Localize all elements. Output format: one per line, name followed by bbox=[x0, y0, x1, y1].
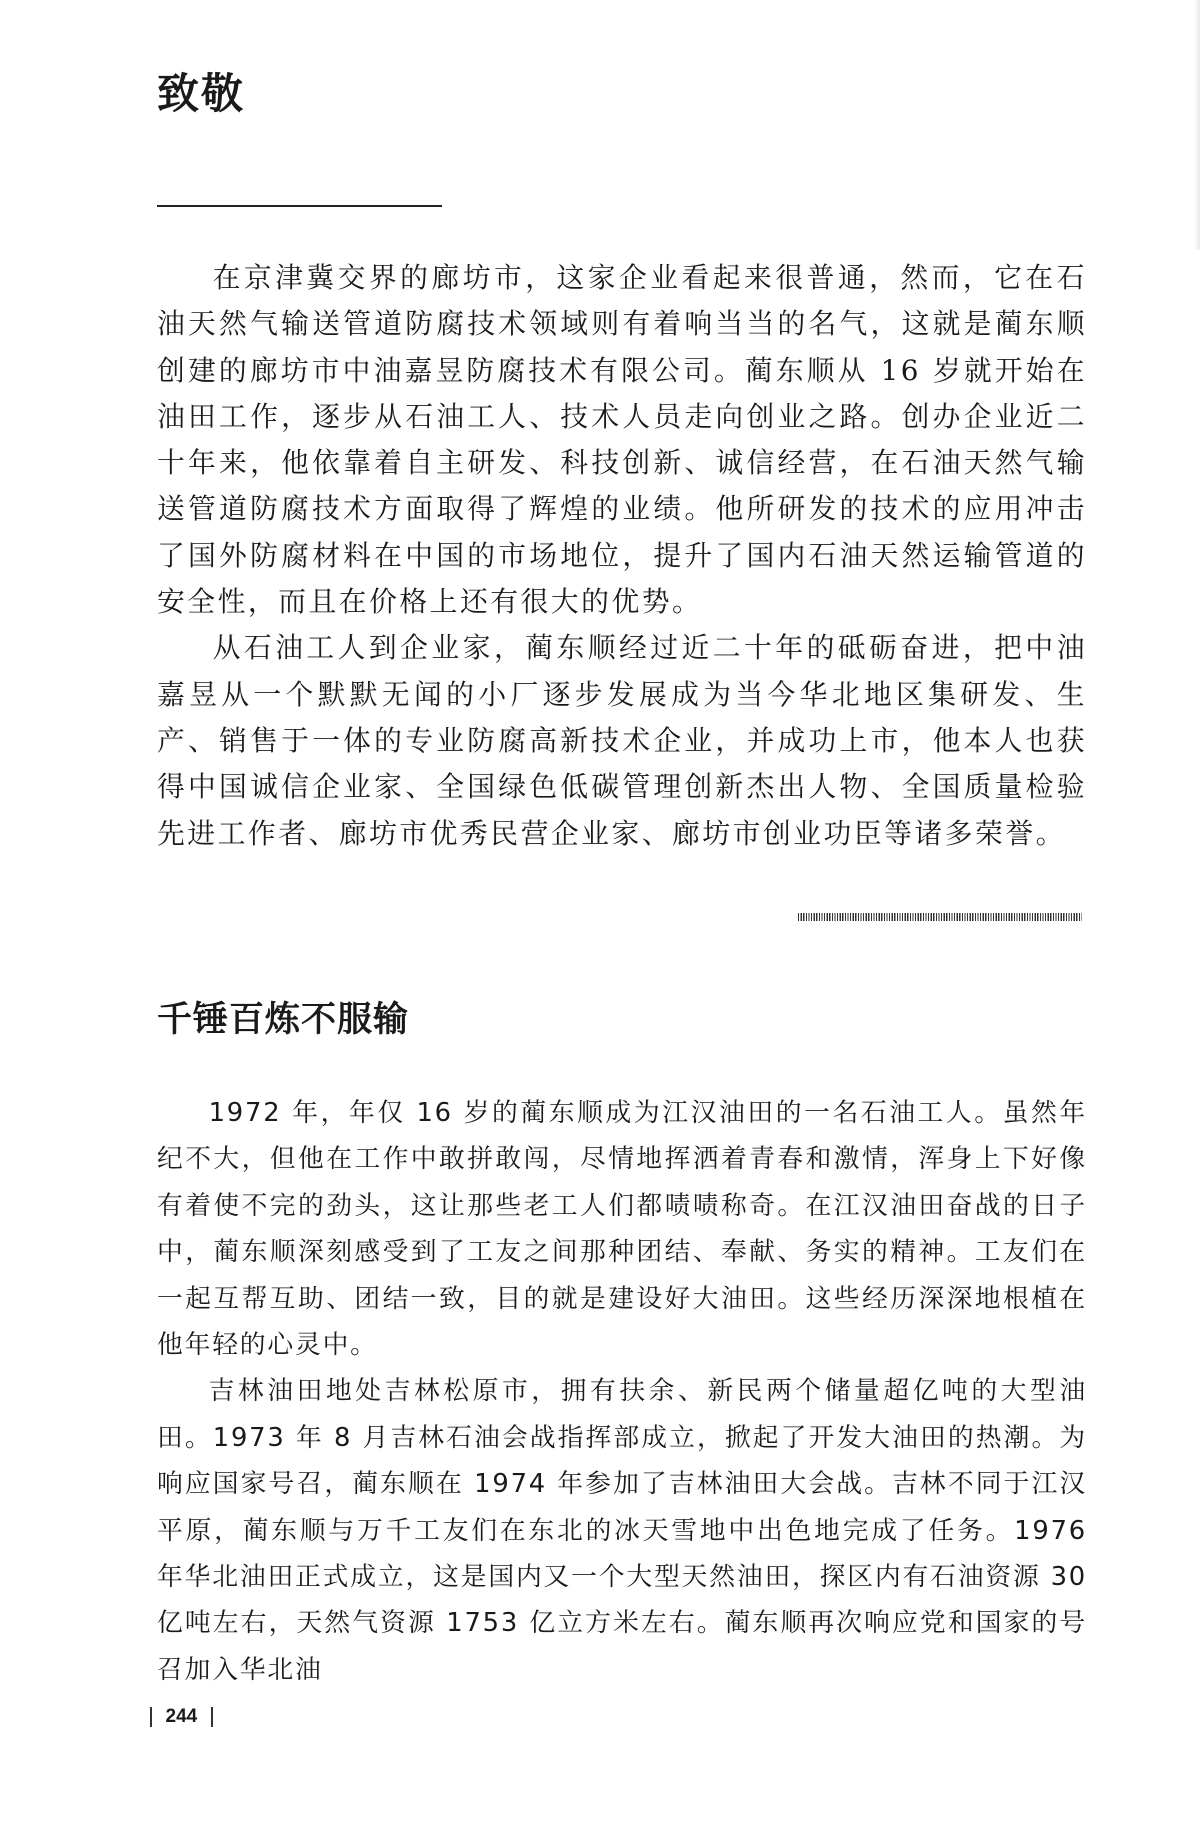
main-paragraph-1: 1972 年，年仅 16 岁的蔺东顺成为江汉油田的一名石油工人。虽然年纪不大，但他在工作中敢拼敢闯，尽情地挥洒着青春和激情，浑身上下好像有着使不完的劲头，这让那些老工人们都啧啧称奇。在江汉油田奋战的日子中，蔺东顺深刻感受到了工友之间那种团结、奉献、务实的精神。工友们在一起互帮互助、团结一致，目的就是建设好大油田。这些经历深深地根植在他年轻的心灵中。 bbox=[157, 1098, 1087, 1361]
tribute-paragraph-2: 从石油工人到企业家，蔺东顺经过近二十年的砥砺奋进，把中油嘉昱从一个默默无闻的小厂逐步发展成为当今华北地区集研发、生产、销售于一体的专业防腐高新技术企业，并成功上市，他本人也获得中国诚信企业家、全国绿色低碳管理创新杰出人物、全国质量检验先进工作者、廊坊市优秀民营企业家、廊坊市创业功臣等诸多荣誉。 bbox=[157, 631, 1087, 850]
folio-right-bar bbox=[211, 1707, 213, 1727]
main-section-body bbox=[157, 1090, 1087, 1693]
title-underline bbox=[157, 205, 442, 207]
tribute-section-body bbox=[157, 255, 1087, 857]
folio-left-bar bbox=[150, 1707, 152, 1727]
main-paragraph-2: 吉林油田地处吉林松原市，拥有扶余、新民两个储量超亿吨的大型油田。1973 年 8 月吉林石油会战指挥部成立，掀起了开发大油田的热潮。为响应国家号召，蔺东顺在 1974 年参加了吉林油田大会战。吉林不同于江汉平原，蔺东顺与万千工友们在东北的冰天雪地中出色地完成了任务。1976 年华北油田正式成立，这是国内又一个大型天然油田，探区内有石油资源 30 亿吨左右，天然气资源 1753 亿立方米左右。蔺东顺再次响应党和国家的号召加入华北油 bbox=[157, 1376, 1087, 1685]
page-edge-shadow bbox=[1194, 0, 1200, 250]
page-number: 244 bbox=[165, 1706, 198, 1727]
decorative-hatched-rule bbox=[798, 913, 1082, 921]
section-title-main: 千锤百炼不服输 bbox=[157, 1000, 410, 1040]
page-footer bbox=[150, 1706, 213, 1728]
section-title-tribute: 致敬 bbox=[157, 69, 246, 118]
tribute-paragraph-1: 在京津冀交界的廊坊市，这家企业看起来很普通，然而，它在石油天然气输送管道防腐技术领域则有着响当当的名气，这就是蔺东顺创建的廊坊市中油嘉昱防腐技术有限公司。蔺东顺从 16 岁就开始在油田工作，逐步从石油工人、技术人员走向创业之路。创办企业近二十年来，他依靠着自主研发、科技创新、诚信经营，在石油天然气输送管道防腐技术方面取得了辉煌的业绩。他所研发的技术的应用冲击了国外防腐材料在中国的市场地位，提升了国内石油天然运输管道的安全性，而且在价格上还有很大的优势。 bbox=[157, 261, 1087, 619]
